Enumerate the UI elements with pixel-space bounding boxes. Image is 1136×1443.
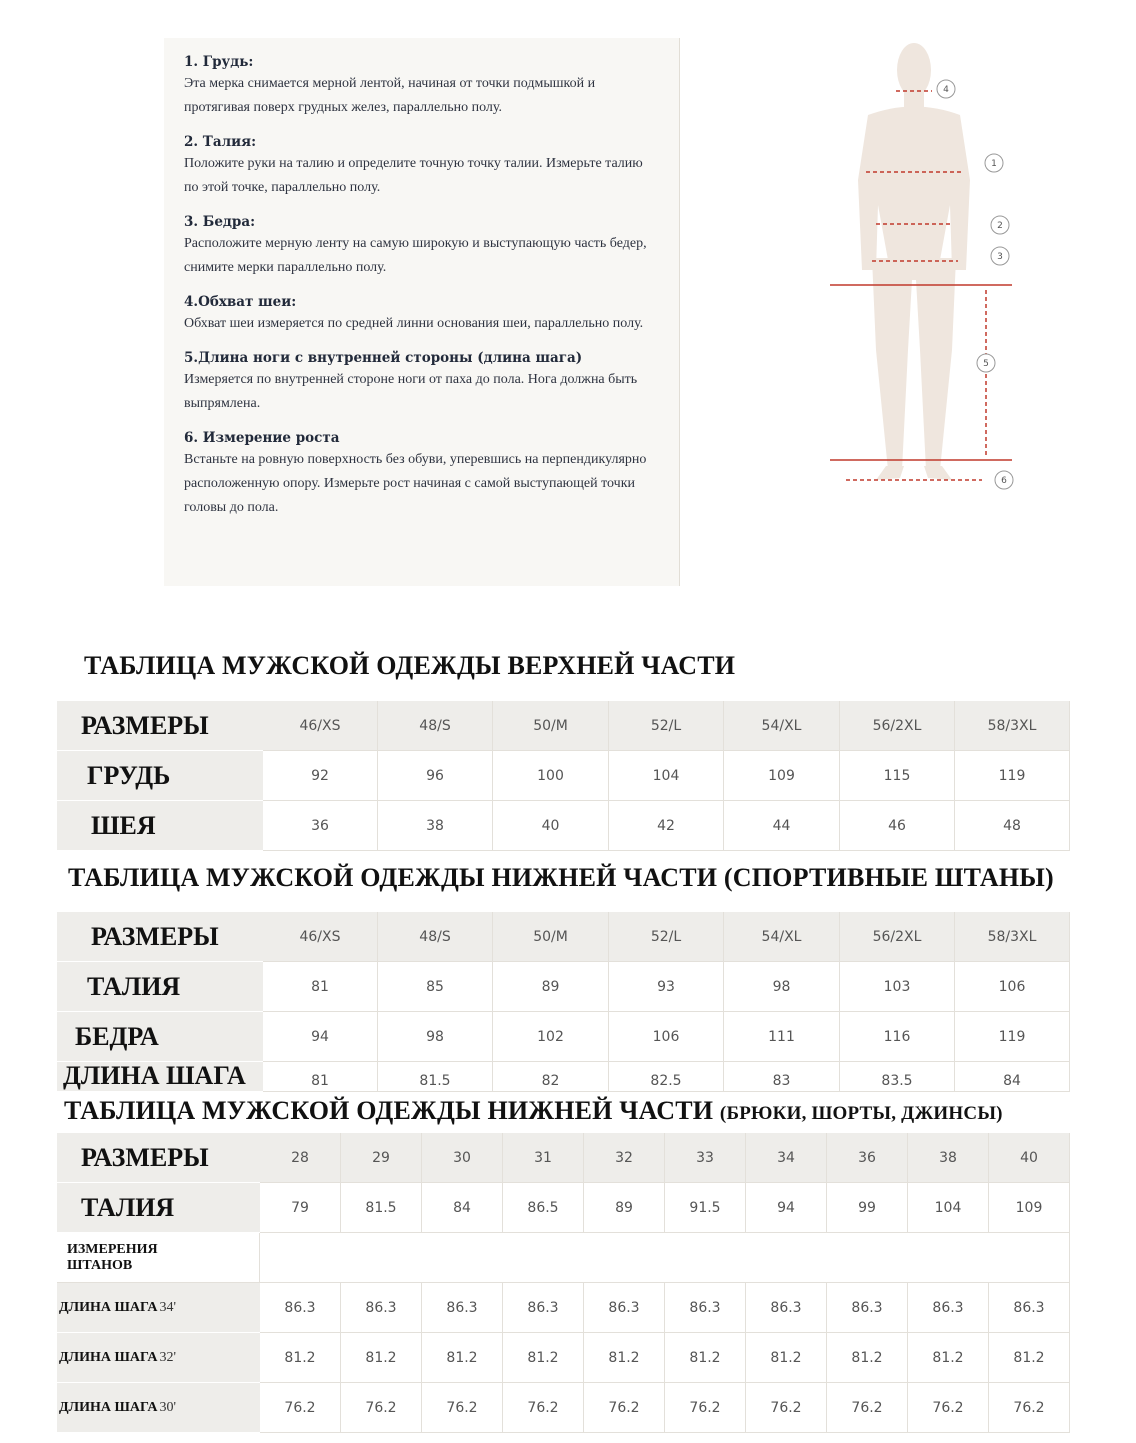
value-cell: 81.5 [378,1062,493,1092]
svg-text:2: 2 [997,221,1003,231]
table-row [57,1233,1070,1283]
value-cell: 109 [989,1183,1070,1233]
value-cell: 38 [378,801,493,851]
row-label: ДЛИНА ШАГА [57,1062,263,1092]
value-cell: 100 [493,751,609,801]
inseam-unit: 32' [159,1349,176,1365]
size-cell: 40 [989,1133,1070,1183]
value-cell: 89 [584,1183,665,1233]
guide-title: 3. Бедра: [184,214,256,230]
value-cell: 76.2 [746,1383,827,1433]
table-row [57,1283,1070,1333]
value-cell: 92 [263,751,378,801]
guide-title: 2. Талия: [184,134,257,150]
value-cell: 84 [955,1062,1070,1092]
inseam-unit: 30' [159,1399,176,1415]
body-measurement-figure [820,30,1030,500]
value-cell: 86.3 [908,1283,989,1333]
value-cell: 98 [724,962,840,1012]
size-cell: 54/XL [724,701,840,751]
value-cell: 115 [840,751,955,801]
guide-text: Измеряется по внутренней стороне ноги от паха до пола. Нога должна быть выпрямлена. [184,372,638,411]
pants-measurements-label: ИЗМЕРЕНИЯ ШТАНОВ [57,1233,260,1283]
table3-trousers [57,1133,1070,1433]
size-cell: 34 [746,1133,827,1183]
value-cell: 81.2 [422,1333,503,1383]
value-cell: 81.2 [989,1333,1070,1383]
measurement-guide [164,38,680,586]
inseam-label-text: ДЛИНА ШАГА [59,1399,158,1415]
row-label: ШЕЯ [57,801,263,851]
inseam-label [57,1283,260,1333]
inseam-unit: 34' [159,1299,176,1315]
marker-4 [937,80,955,98]
value-cell: 91.5 [665,1183,746,1233]
value-cell: 89 [493,962,609,1012]
table-row [57,912,1070,962]
value-cell: 81 [263,962,378,1012]
inseam-label [57,1333,260,1383]
value-cell: 48 [955,801,1070,851]
value-cell: 106 [955,962,1070,1012]
guide-item-waist [184,132,659,200]
table2-heading: ТАБЛИЦА МУЖСКОЙ ОДЕЖДЫ НИЖНЕЙ ЧАСТИ (СПОРТИВНЫЕ ШТАНЫ) [68,863,1054,892]
table2-sweatpants [57,912,1070,1092]
size-cell: 28 [260,1133,341,1183]
guide-title: 4.Обхват шеи: [184,294,297,310]
value-cell: 81.2 [584,1333,665,1383]
guide-text: Эта мерка снимается мерной лентой, начиная от точки подмышкой и протягивая поверх грудных желез, параллельно полу. [184,76,596,115]
guide-title: 6. Измерение роста [184,430,340,446]
value-cell: 86.3 [422,1283,503,1333]
svg-text:5: 5 [983,359,989,369]
value-cell: 111 [724,1012,840,1062]
value-cell: 81.5 [341,1183,422,1233]
guide-text: Встаньте на ровную поверхность без обуви, уперевшись на перпендикулярно расположенную опору. Измерьте рост начиная с самой выступающей точки головы до пола. [184,452,647,515]
value-cell: 86.3 [989,1283,1070,1333]
value-cell: 76.2 [908,1383,989,1433]
value-cell: 76.2 [503,1383,584,1433]
marker-5 [977,354,995,372]
size-cell: 58/3XL [955,912,1070,962]
size-cell: 31 [503,1133,584,1183]
svg-text:6: 6 [1001,476,1007,486]
value-cell: 82 [493,1062,609,1092]
value-cell: 96 [378,751,493,801]
size-cell: 52/L [609,912,724,962]
value-cell: 76.2 [341,1383,422,1433]
size-cell: 50/M [493,912,609,962]
guide-item-height [184,428,659,520]
guide-title: 1. Грудь: [184,54,254,70]
value-cell: 99 [827,1183,908,1233]
guide-item-neck [184,292,659,336]
value-cell: 116 [840,1012,955,1062]
value-cell: 86.3 [746,1283,827,1333]
value-cell: 81.2 [503,1333,584,1383]
size-cell: 33 [665,1133,746,1183]
value-cell: 40 [493,801,609,851]
value-cell: 103 [840,962,955,1012]
value-cell: 102 [493,1012,609,1062]
table-row [57,701,1070,751]
table3-heading-sub: (БРЮКИ, ШОРТЫ, ДЖИНСЫ) [719,1103,1003,1124]
value-cell: 81.2 [827,1333,908,1383]
value-cell: 94 [746,1183,827,1233]
table1-heading: ТАБЛИЦА МУЖСКОЙ ОДЕЖДЫ ВЕРХНЕЙ ЧАСТИ [84,651,736,680]
marker-6 [995,471,1013,489]
row-label: БЕДРА [57,1012,263,1062]
value-cell: 84 [422,1183,503,1233]
value-cell: 104 [609,751,724,801]
svg-text:1: 1 [991,159,997,169]
value-cell: 76.2 [422,1383,503,1433]
value-cell: 86.3 [584,1283,665,1333]
inseam-label-text: ДЛИНА ШАГА [59,1349,158,1365]
svg-text:3: 3 [997,252,1003,262]
size-cell: 48/S [378,912,493,962]
table-row [57,1383,1070,1433]
guide-text: Обхват шеи измеряется по средней линни основания шеи, параллельно полу. [184,316,644,331]
size-cell: 32 [584,1133,665,1183]
value-cell: 86.5 [503,1183,584,1233]
value-cell: 86.3 [341,1283,422,1333]
value-cell: 81.2 [746,1333,827,1383]
value-cell: 42 [609,801,724,851]
size-cell: 54/XL [724,912,840,962]
row-label: РАЗМЕРЫ [57,701,263,751]
value-cell: 106 [609,1012,724,1062]
table-row [57,1133,1070,1183]
row-label: ТАЛИЯ [57,1183,260,1233]
size-cell: 29 [341,1133,422,1183]
guide-text: Положите руки на талию и определите точную точку талии. Измерьте талию по этой точке, параллельно полу. [184,156,643,195]
value-cell: 76.2 [260,1383,341,1433]
table-row [57,801,1070,851]
guide-item-hips [184,212,659,280]
row-label: ТАЛИЯ [57,962,263,1012]
table-row [57,1333,1070,1383]
table1-upper-body [57,701,1070,851]
value-cell: 79 [260,1183,341,1233]
table3-heading [64,1096,1003,1126]
guide-item-chest [184,52,659,120]
size-cell: 48/S [378,701,493,751]
size-cell: 50/M [493,701,609,751]
value-cell: 104 [908,1183,989,1233]
table-row [57,962,1070,1012]
size-cell: 30 [422,1133,503,1183]
size-cell: 56/2XL [840,912,955,962]
size-cell: 46/XS [263,701,378,751]
value-cell: 83.5 [840,1062,955,1092]
row-label: РАЗМЕРЫ [57,1133,260,1183]
size-cell: 38 [908,1133,989,1183]
value-cell: 76.2 [989,1383,1070,1433]
empty-cell [260,1233,1070,1283]
value-cell: 109 [724,751,840,801]
svg-text:4: 4 [943,85,949,95]
table-row [57,1183,1070,1233]
size-cell: 52/L [609,701,724,751]
row-label: ГРУДЬ [57,751,263,801]
value-cell: 46 [840,801,955,851]
value-cell: 36 [263,801,378,851]
table-row [57,1062,1070,1092]
value-cell: 81.2 [341,1333,422,1383]
value-cell: 85 [378,962,493,1012]
value-cell: 82.5 [609,1062,724,1092]
guide-title: 5.Длина ноги с внутренней стороны (длина шага) [184,350,583,366]
value-cell: 83 [724,1062,840,1092]
marker-3 [991,247,1009,265]
value-cell: 81.2 [665,1333,746,1383]
value-cell: 44 [724,801,840,851]
value-cell: 94 [263,1012,378,1062]
row-label: РАЗМЕРЫ [57,912,263,962]
marker-2 [991,216,1009,234]
guide-text: Расположите мерную ленту на самую широкую и выступающую часть бедер, снимите мерки параллельно полу. [184,236,647,275]
value-cell: 86.3 [260,1283,341,1333]
value-cell: 119 [955,751,1070,801]
table-row [57,1012,1070,1062]
size-cell: 56/2XL [840,701,955,751]
value-cell: 119 [955,1012,1070,1062]
value-cell: 98 [378,1012,493,1062]
table-row [57,751,1070,801]
value-cell: 76.2 [584,1383,665,1433]
value-cell: 86.3 [665,1283,746,1333]
inseam-label [57,1383,260,1433]
marker-1 [985,154,1003,172]
value-cell: 81.2 [260,1333,341,1383]
value-cell: 86.3 [827,1283,908,1333]
value-cell: 81.2 [908,1333,989,1383]
size-cell: 46/XS [263,912,378,962]
inseam-label-text: ДЛИНА ШАГА [59,1299,158,1315]
size-cell: 58/3XL [955,701,1070,751]
value-cell: 81 [263,1062,378,1092]
value-cell: 76.2 [665,1383,746,1433]
value-cell: 86.3 [503,1283,584,1333]
value-cell: 93 [609,962,724,1012]
value-cell: 76.2 [827,1383,908,1433]
table3-heading-main: ТАБЛИЦА МУЖСКОЙ ОДЕЖДЫ НИЖНЕЙ ЧАСТИ [64,1096,714,1125]
guide-item-inseam [184,348,659,416]
size-cell: 36 [827,1133,908,1183]
